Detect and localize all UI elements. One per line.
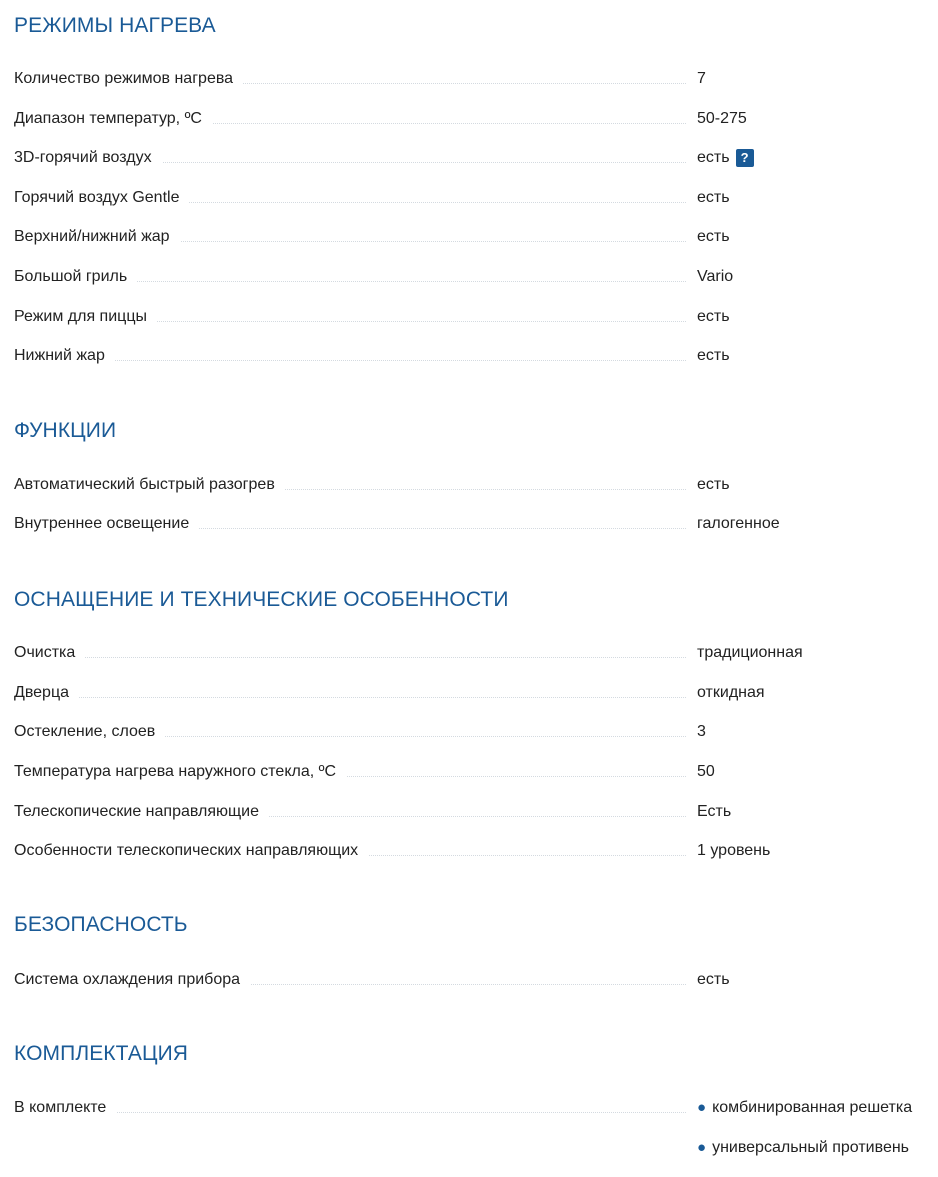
dotted-leader	[14, 697, 686, 698]
list-item	[697, 1097, 912, 1119]
bullet-icon: ●	[697, 1099, 707, 1116]
spec-label: Телескопические направляющие	[14, 801, 269, 823]
section-title: КОМПЛЕКТАЦИЯ	[14, 1042, 189, 1065]
spec-row	[0, 306, 938, 328]
spec-label: Система охлаждения прибора	[14, 969, 250, 991]
spec-row	[0, 761, 938, 783]
spec-row	[0, 682, 938, 704]
spec-value: 50	[697, 763, 715, 780]
spec-value: 50-275	[697, 110, 747, 127]
spec-value: 7	[697, 70, 706, 87]
section-title: ОСНАЩЕНИЕ И ТЕХНИЧЕСКИЕ ОСОБЕННОСТИ	[14, 588, 509, 611]
question-icon[interactable]: ?	[736, 149, 754, 167]
spec-label: Особенности телескопических направляющих	[14, 840, 368, 862]
spec-value: традиционная	[697, 644, 803, 661]
spec-label: 3D-горячий воздух	[14, 147, 162, 169]
spec-row	[0, 642, 938, 664]
dotted-leader	[14, 657, 686, 658]
spec-row	[0, 187, 938, 209]
spec-label: Температура нагрева наружного стекла, ºС	[14, 761, 346, 783]
spec-row	[0, 801, 938, 823]
spec-label: Количество режимов нагрева	[14, 68, 243, 90]
package-contents-list	[697, 1097, 912, 1177]
section-title: БЕЗОПАСНОСТЬ	[14, 913, 188, 936]
spec-row	[0, 226, 938, 248]
spec-row	[0, 345, 938, 367]
spec-value: откидная	[697, 684, 765, 701]
list-item-text: комбинированная решетка	[712, 1099, 913, 1116]
spec-label: Дверца	[14, 682, 79, 704]
spec-label: Остекление, слоев	[14, 721, 165, 743]
spec-value: Есть	[697, 803, 732, 820]
spec-value-with-help	[697, 147, 754, 169]
spec-label: Автоматический быстрый разогрев	[14, 474, 285, 496]
spec-label: Горячий воздух Gentle	[14, 187, 189, 209]
list-item	[697, 1137, 912, 1159]
spec-label: В комплекте	[14, 1097, 116, 1119]
spec-row	[0, 721, 938, 743]
section-title: РЕЖИМЫ НАГРЕВА	[14, 14, 216, 37]
spec-value-text: есть	[697, 149, 730, 166]
spec-label: Диапазон температур, ºС	[14, 108, 212, 130]
spec-value: есть	[697, 347, 730, 364]
spec-row	[0, 474, 938, 496]
spec-row	[0, 147, 938, 169]
spec-row	[0, 840, 938, 862]
spec-row	[0, 266, 938, 288]
list-item-text: универсальный противень	[712, 1139, 910, 1156]
spec-value: Vario	[697, 268, 734, 285]
spec-label: Верхний/нижний жар	[14, 226, 180, 248]
spec-value: 3	[697, 723, 706, 740]
spec-value: есть	[697, 308, 730, 325]
spec-label: Внутреннее освещение	[14, 513, 199, 535]
spec-label: Большой гриль	[14, 266, 137, 288]
spec-value: есть	[697, 189, 730, 206]
spec-row	[0, 513, 938, 535]
section-title: ФУНКЦИИ	[14, 419, 117, 442]
spec-label: Режим для пиццы	[14, 306, 157, 328]
spec-value: есть	[697, 971, 730, 988]
spec-row	[0, 1097, 938, 1156]
spec-value: галогенное	[697, 515, 780, 532]
bullet-icon: ●	[697, 1139, 707, 1156]
spec-value: 1 уровень	[697, 842, 771, 859]
spec-label: Очистка	[14, 642, 85, 664]
spec-row	[0, 969, 938, 991]
spec-row	[0, 108, 938, 130]
spec-value: есть	[697, 476, 730, 493]
spec-value: есть	[697, 228, 730, 245]
spec-label: Нижний жар	[14, 345, 115, 367]
spec-row	[0, 68, 938, 90]
